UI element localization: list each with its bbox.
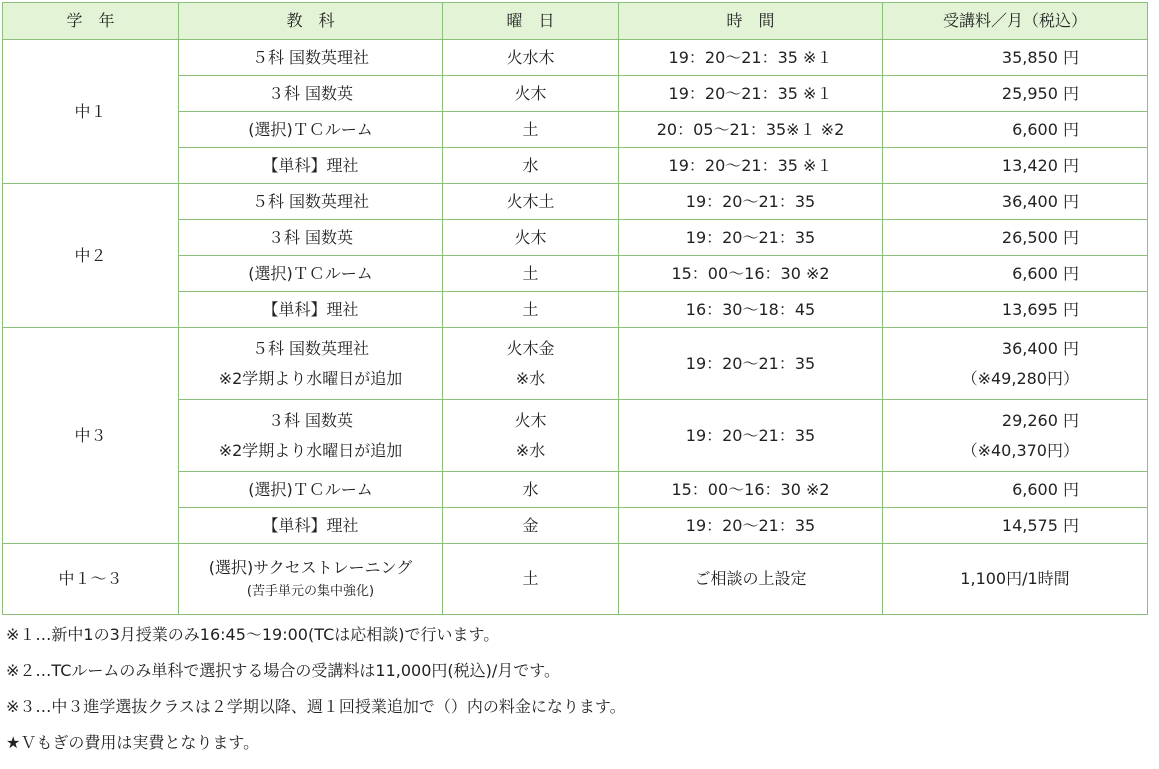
subject-line: (選択)ＴＣルーム bbox=[248, 119, 373, 139]
fee-line: 6,600 円 bbox=[1012, 263, 1079, 283]
fee-cell bbox=[883, 184, 1148, 220]
grade-cell: 中３ bbox=[3, 328, 179, 544]
days-line: 土 bbox=[522, 263, 539, 283]
subject-cell bbox=[179, 112, 443, 148]
note-line: ★Ｖもぎの費用は実費となります。 bbox=[6, 733, 260, 752]
days-cell bbox=[443, 508, 619, 544]
days-line: 水 bbox=[522, 155, 539, 175]
fee-cell bbox=[883, 40, 1148, 76]
fee-line: 13,695 円 bbox=[1001, 299, 1079, 319]
fee-cell bbox=[883, 76, 1148, 112]
header-fee: 受講料／月（税込） bbox=[883, 3, 1148, 40]
subject-cell bbox=[179, 220, 443, 256]
subject-line: 【単科】理社 bbox=[262, 155, 359, 175]
subject-line: ３科 国数英 bbox=[267, 83, 354, 103]
tuition-table bbox=[2, 2, 1148, 615]
fee-cell bbox=[883, 220, 1148, 256]
subject-cell bbox=[179, 400, 443, 472]
days-line: 火木 bbox=[514, 410, 547, 430]
header-subject: 教 科 bbox=[179, 3, 443, 40]
fee-line: （※49,280円） bbox=[961, 368, 1079, 388]
subject-cell bbox=[179, 184, 443, 220]
days-line: 火木土 bbox=[506, 191, 555, 211]
time-cell: 19：20〜21：35 ※１ bbox=[619, 148, 883, 184]
fee-cell bbox=[883, 328, 1148, 400]
time-cell: 20：05〜21：35※１ ※2 bbox=[619, 112, 883, 148]
fee-cell bbox=[883, 112, 1148, 148]
fee-cell bbox=[883, 472, 1148, 508]
time-cell: 15：00〜16：30 ※2 bbox=[619, 472, 883, 508]
subject-cell bbox=[179, 472, 443, 508]
days-cell bbox=[443, 148, 619, 184]
fee-cell: 1,100円/1時間 bbox=[883, 544, 1148, 615]
table-row bbox=[3, 40, 1148, 76]
table-row bbox=[3, 184, 1148, 220]
special-row bbox=[3, 544, 1148, 615]
subject-line: ５科 国数英理社 bbox=[251, 338, 370, 358]
days-line: 火木 bbox=[514, 227, 547, 247]
fee-cell bbox=[883, 508, 1148, 544]
days-cell bbox=[443, 112, 619, 148]
subject-line: (選択)ＴＣルーム bbox=[248, 479, 373, 499]
days-line: 火木金 bbox=[506, 338, 555, 358]
days-line: ※水 bbox=[515, 368, 546, 388]
fee-line: 36,400 円 bbox=[1001, 338, 1079, 358]
days-cell: 土 bbox=[443, 544, 619, 615]
subject-cell bbox=[179, 40, 443, 76]
notes bbox=[6, 625, 626, 769]
days-line: 火水木 bbox=[506, 47, 555, 67]
time-cell: 19：20〜21：35 bbox=[619, 184, 883, 220]
subject-line: ※2学期より水曜日が追加 bbox=[218, 368, 403, 388]
time-cell: 15：00〜16：30 ※2 bbox=[619, 256, 883, 292]
fee-cell bbox=[883, 292, 1148, 328]
fee-line: 26,500 円 bbox=[1001, 227, 1079, 247]
fee-line: 6,600 円 bbox=[1012, 119, 1079, 139]
days-cell bbox=[443, 256, 619, 292]
subject-cell bbox=[179, 292, 443, 328]
subject-cell bbox=[179, 544, 443, 615]
fee-line: 14,575 円 bbox=[1001, 515, 1079, 535]
subject-line: 【単科】理社 bbox=[262, 515, 359, 535]
fee-line: 29,260 円 bbox=[1001, 410, 1079, 430]
grade-cell: 中１〜３ bbox=[3, 544, 179, 615]
days-cell bbox=[443, 220, 619, 256]
fee-line: 35,850 円 bbox=[1001, 47, 1079, 67]
subject-line: ５科 国数英理社 bbox=[251, 47, 370, 67]
header-days: 曜 日 bbox=[443, 3, 619, 40]
time-cell: 19：20〜21：35 ※１ bbox=[619, 76, 883, 112]
days-cell bbox=[443, 472, 619, 508]
header-time: 時 間 bbox=[619, 3, 883, 40]
days-line: 土 bbox=[522, 119, 539, 139]
subject-line: 【単科】理社 bbox=[262, 299, 359, 319]
time-cell: 19：20〜21：35 bbox=[619, 400, 883, 472]
subject-cell bbox=[179, 256, 443, 292]
subject-cell bbox=[179, 328, 443, 400]
header-grade: 学 年 bbox=[3, 3, 179, 40]
subject-cell bbox=[179, 508, 443, 544]
days-line: ※水 bbox=[515, 440, 546, 460]
fee-line: 13,420 円 bbox=[1001, 155, 1079, 175]
subject-line: ※2学期より水曜日が追加 bbox=[218, 440, 403, 460]
subject-cell bbox=[179, 148, 443, 184]
days-line: 水 bbox=[522, 479, 539, 499]
subject-line: ５科 国数英理社 bbox=[251, 191, 370, 211]
days-cell bbox=[443, 400, 619, 472]
time-cell: 19：20〜21：35 ※１ bbox=[619, 40, 883, 76]
fee-line: 25,950 円 bbox=[1001, 83, 1079, 103]
note-line: ※１…新中1の3月授業のみ16:45〜19:00(TCは応相談)で行います。 bbox=[6, 625, 500, 644]
subject-line: ３科 国数英 bbox=[267, 410, 354, 430]
time-cell: 19：20〜21：35 bbox=[619, 328, 883, 400]
note-line: ※３…中３進学選抜クラスは２学期以降、週１回授業追加で（）内の料金になります。 bbox=[6, 697, 626, 716]
time-cell: 19：20〜21：35 bbox=[619, 220, 883, 256]
subject-line: (選択)サクセストレーニング bbox=[208, 558, 413, 577]
time-cell: 16：30〜18：45 bbox=[619, 292, 883, 328]
fee-line: 36,400 円 bbox=[1001, 191, 1079, 211]
days-line: 金 bbox=[522, 515, 539, 535]
days-cell bbox=[443, 76, 619, 112]
fee-line: 6,600 円 bbox=[1012, 479, 1079, 499]
table-header-row bbox=[3, 3, 1148, 40]
days-cell bbox=[443, 40, 619, 76]
time-cell: 19：20〜21：35 bbox=[619, 508, 883, 544]
fee-line: （※40,370円） bbox=[961, 440, 1079, 460]
subject-cell bbox=[179, 76, 443, 112]
time-cell: ご相談の上設定 bbox=[619, 544, 883, 615]
subject-subline: (苦手単元の集中強化) bbox=[246, 584, 375, 599]
days-cell bbox=[443, 184, 619, 220]
subject-line: (選択)ＴＣルーム bbox=[248, 263, 373, 283]
days-cell bbox=[443, 292, 619, 328]
days-line: 火木 bbox=[514, 83, 547, 103]
grade-cell: 中１ bbox=[3, 40, 179, 184]
table-row bbox=[3, 328, 1148, 400]
note-line: ※２…TCルームのみ単科で選択する場合の受講料は11,000円(税込)/月です。 bbox=[6, 661, 560, 680]
subject-line: ３科 国数英 bbox=[267, 227, 354, 247]
days-cell bbox=[443, 328, 619, 400]
grade-cell: 中２ bbox=[3, 184, 179, 328]
fee-cell bbox=[883, 256, 1148, 292]
fee-cell bbox=[883, 400, 1148, 472]
fee-cell bbox=[883, 148, 1148, 184]
days-line: 土 bbox=[522, 299, 539, 319]
